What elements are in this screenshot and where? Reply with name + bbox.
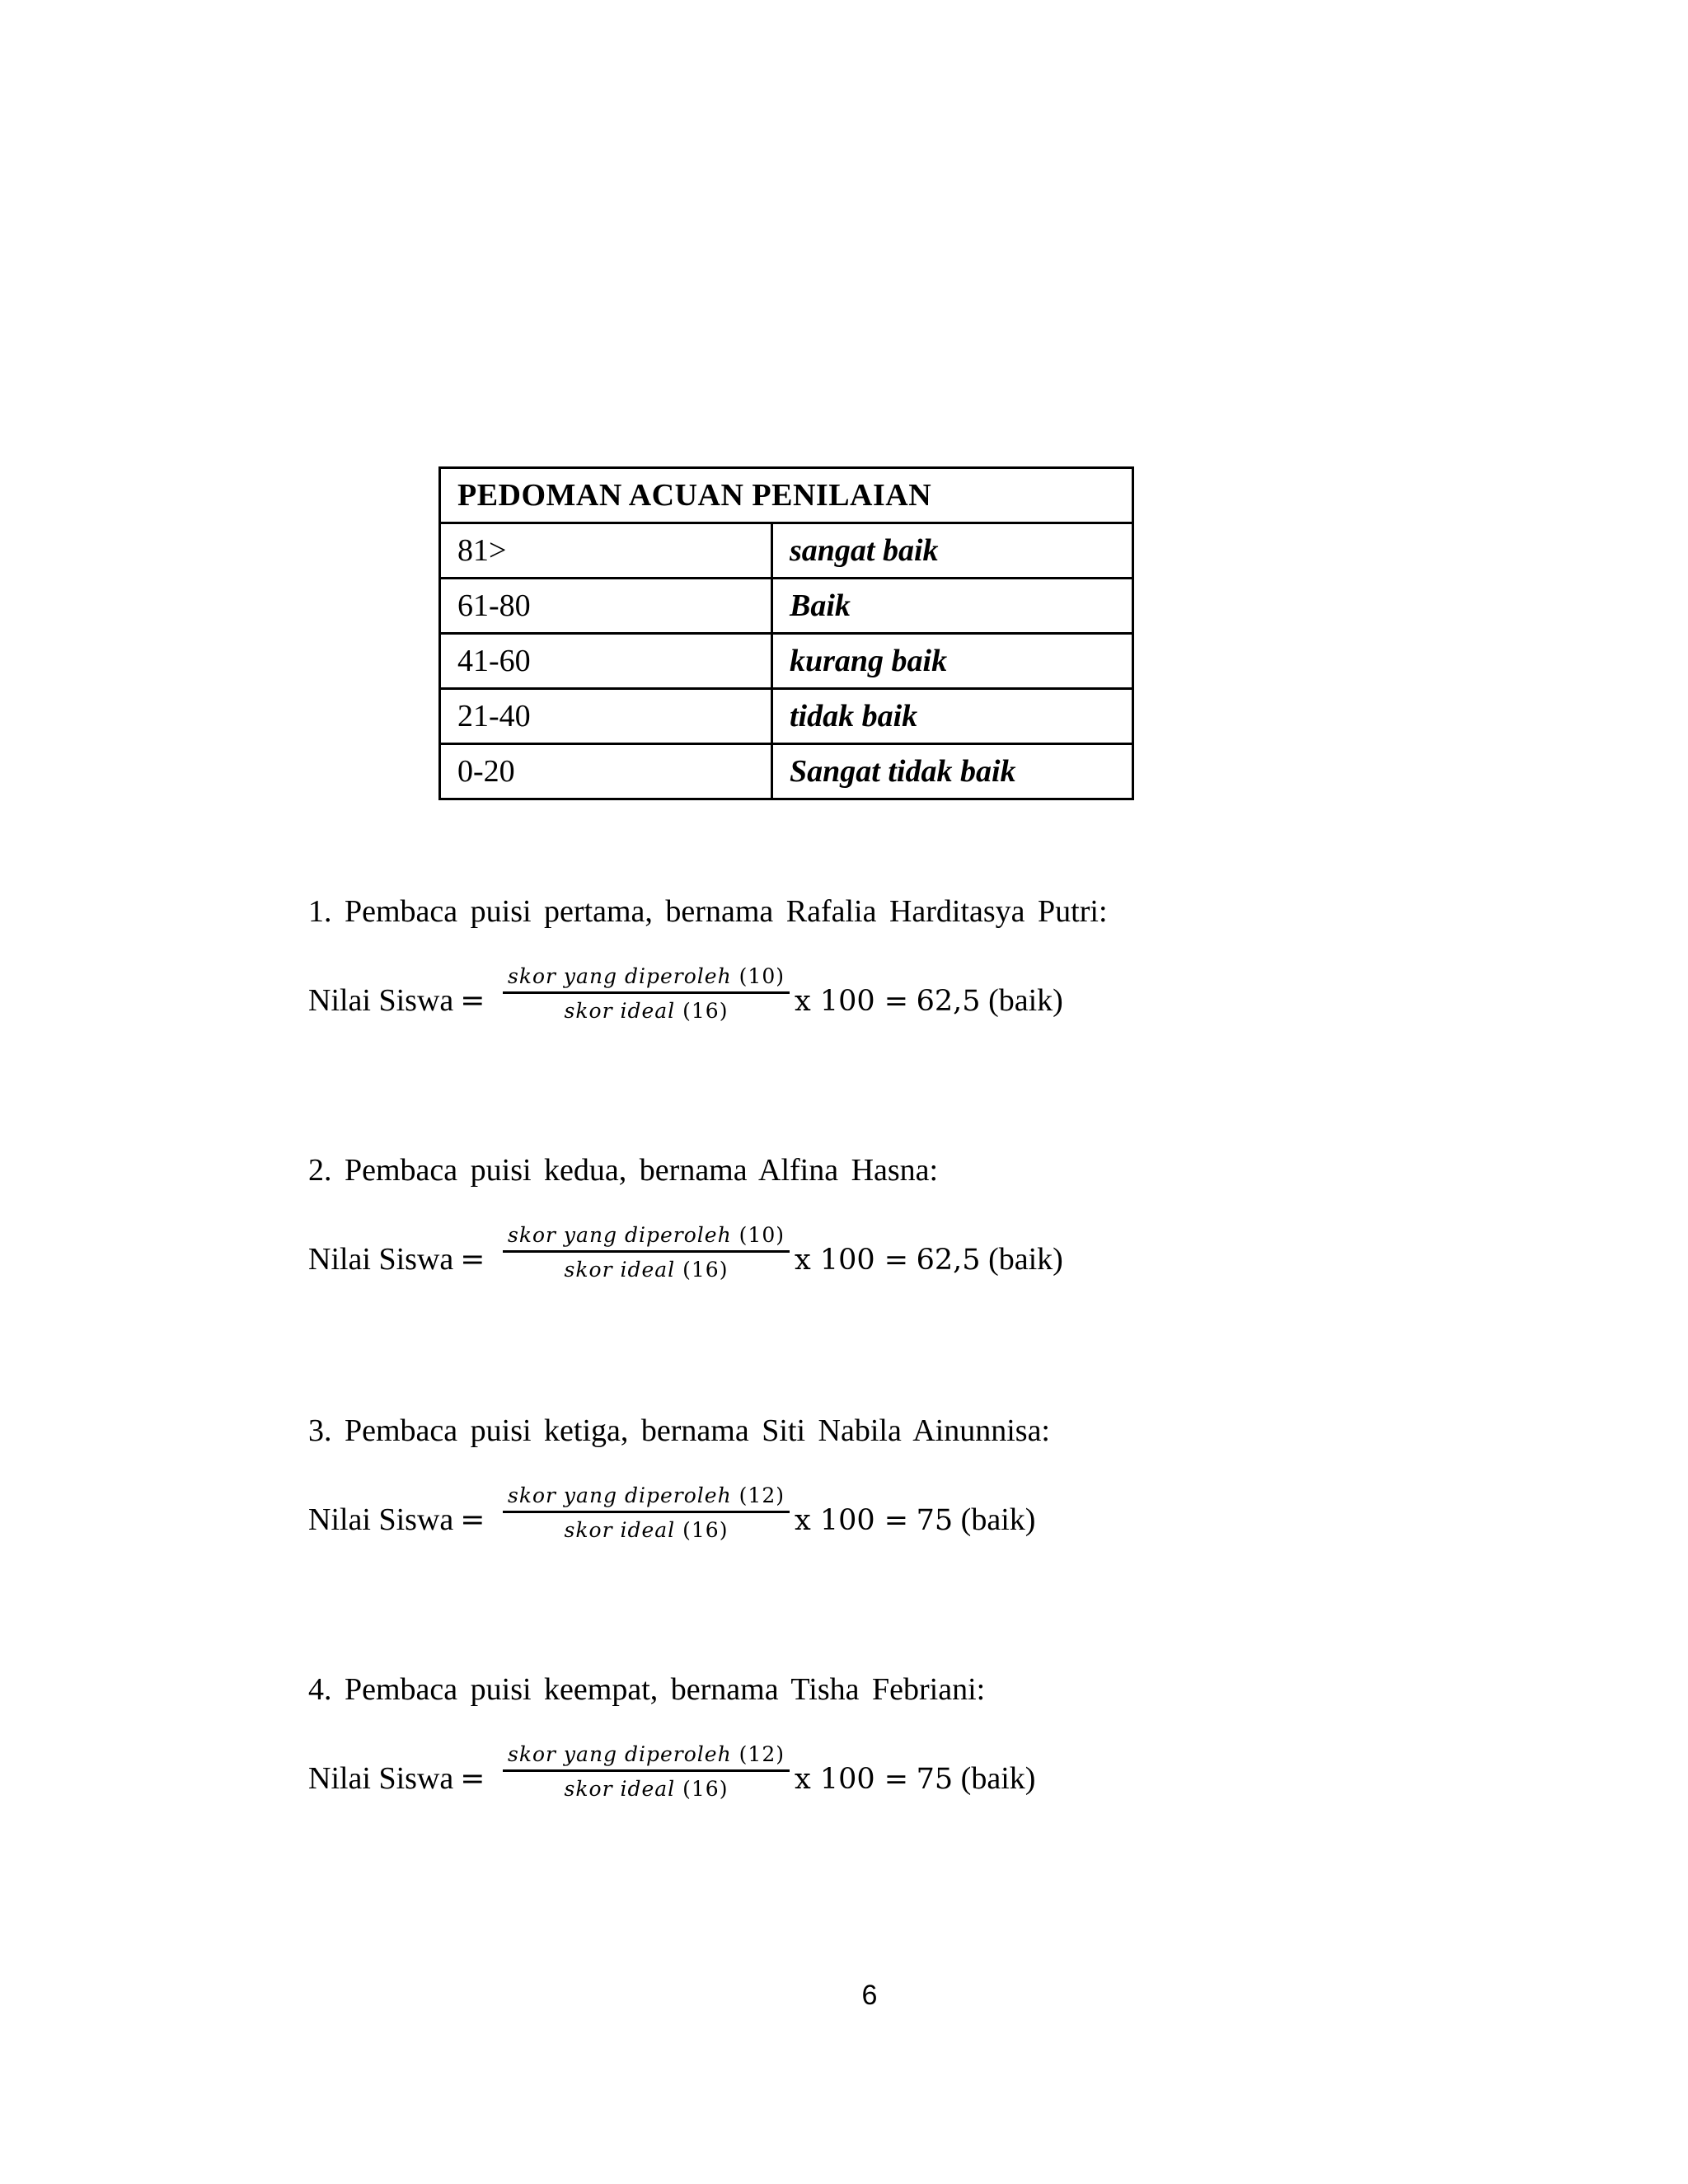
ideal-score: (16) [682,1777,729,1801]
formula-result: 62,5 [916,985,981,1018]
reader-score-item [308,892,1462,1038]
formula-multiplier: x 100 = [795,1763,909,1796]
score-category: Sangat tidak baik [772,744,1133,799]
table-header: PEDOMAN ACUAN PENILAIAN [440,468,1133,523]
result-category: (baik) [960,1502,1036,1537]
page-number: 6 [861,1980,878,2011]
score-formula [308,1223,1462,1297]
reader-title: 1. Pembaca puisi pertama, bernama Rafalia Harditasya Putri: [308,894,1108,929]
table-row [440,634,1133,689]
fraction-numerator: skor yang diperoleh (10) [503,964,790,994]
formula-label: Nilai Siswa [308,1502,454,1537]
obtained-score: (10) [738,964,785,988]
fraction-denominator: skor ideal (16) [564,999,729,1023]
formula-label: Nilai Siswa [308,1242,454,1277]
formula-fraction [503,1742,790,1801]
ideal-score: (16) [682,1518,729,1542]
formula-label: Nilai Siswa [308,1761,454,1796]
result-category: (baik) [988,1242,1063,1277]
reader-title: 4. Pembaca puisi keempat, bernama Tisha Febriani: [308,1672,986,1707]
score-formula [308,964,1462,1038]
table-row [440,689,1133,744]
ideal-score: (16) [682,999,729,1023]
table-row [440,744,1133,799]
score-category: kurang baik [772,634,1133,689]
reader-score-item [308,1670,1462,1816]
equals-sign: = [460,1503,485,1537]
score-formula [308,1742,1462,1816]
obtained-score: (12) [738,1742,785,1766]
fraction-numerator: skor yang diperoleh (12) [503,1742,790,1772]
score-range: 81> [440,523,772,579]
formula-label: Nilai Siswa [308,983,454,1018]
reader-score-item [308,1411,1462,1558]
score-formula [308,1483,1462,1558]
result-category: (baik) [960,1761,1036,1796]
table-row [440,523,1133,579]
score-range: 0-20 [440,744,772,799]
ideal-score: (16) [682,1258,729,1282]
fraction-numerator: skor yang diperoleh (12) [503,1483,790,1513]
score-category: tidak baik [772,689,1133,744]
score-range: 41-60 [440,634,772,689]
formula-fraction [503,964,790,1023]
assessment-guide-table [438,466,1134,800]
formula-multiplier: x 100 = [795,1244,909,1277]
equals-sign: = [460,1762,485,1796]
formula-result: 62,5 [916,1244,981,1277]
score-range: 61-80 [440,579,772,634]
table-header-row [440,468,1133,523]
reader-score-item [308,1151,1462,1297]
formula-fraction [503,1223,790,1282]
fraction-denominator: skor ideal (16) [564,1777,729,1801]
formula-result: 75 [916,1504,954,1537]
reader-title: 3. Pembaca puisi ketiga, bernama Siti Nabila Ainunnisa: [308,1413,1050,1448]
obtained-score: (10) [738,1223,785,1247]
fraction-numerator: skor yang diperoleh (10) [503,1223,790,1253]
fraction-denominator: skor ideal (16) [564,1518,729,1542]
score-range: 21-40 [440,689,772,744]
obtained-score: (12) [738,1483,785,1507]
score-category: Baik [772,579,1133,634]
score-category: sangat baik [772,523,1133,579]
result-category: (baik) [988,983,1063,1018]
reader-title: 2. Pembaca puisi kedua, bernama Alfina Hasna: [308,1153,939,1188]
formula-fraction [503,1483,790,1542]
formula-result: 75 [916,1763,954,1796]
formula-multiplier: x 100 = [795,1504,909,1537]
table-row [440,579,1133,634]
fraction-denominator: skor ideal (16) [564,1258,729,1282]
equals-sign: = [460,984,485,1018]
equals-sign: = [460,1243,485,1277]
formula-multiplier: x 100 = [795,985,909,1018]
